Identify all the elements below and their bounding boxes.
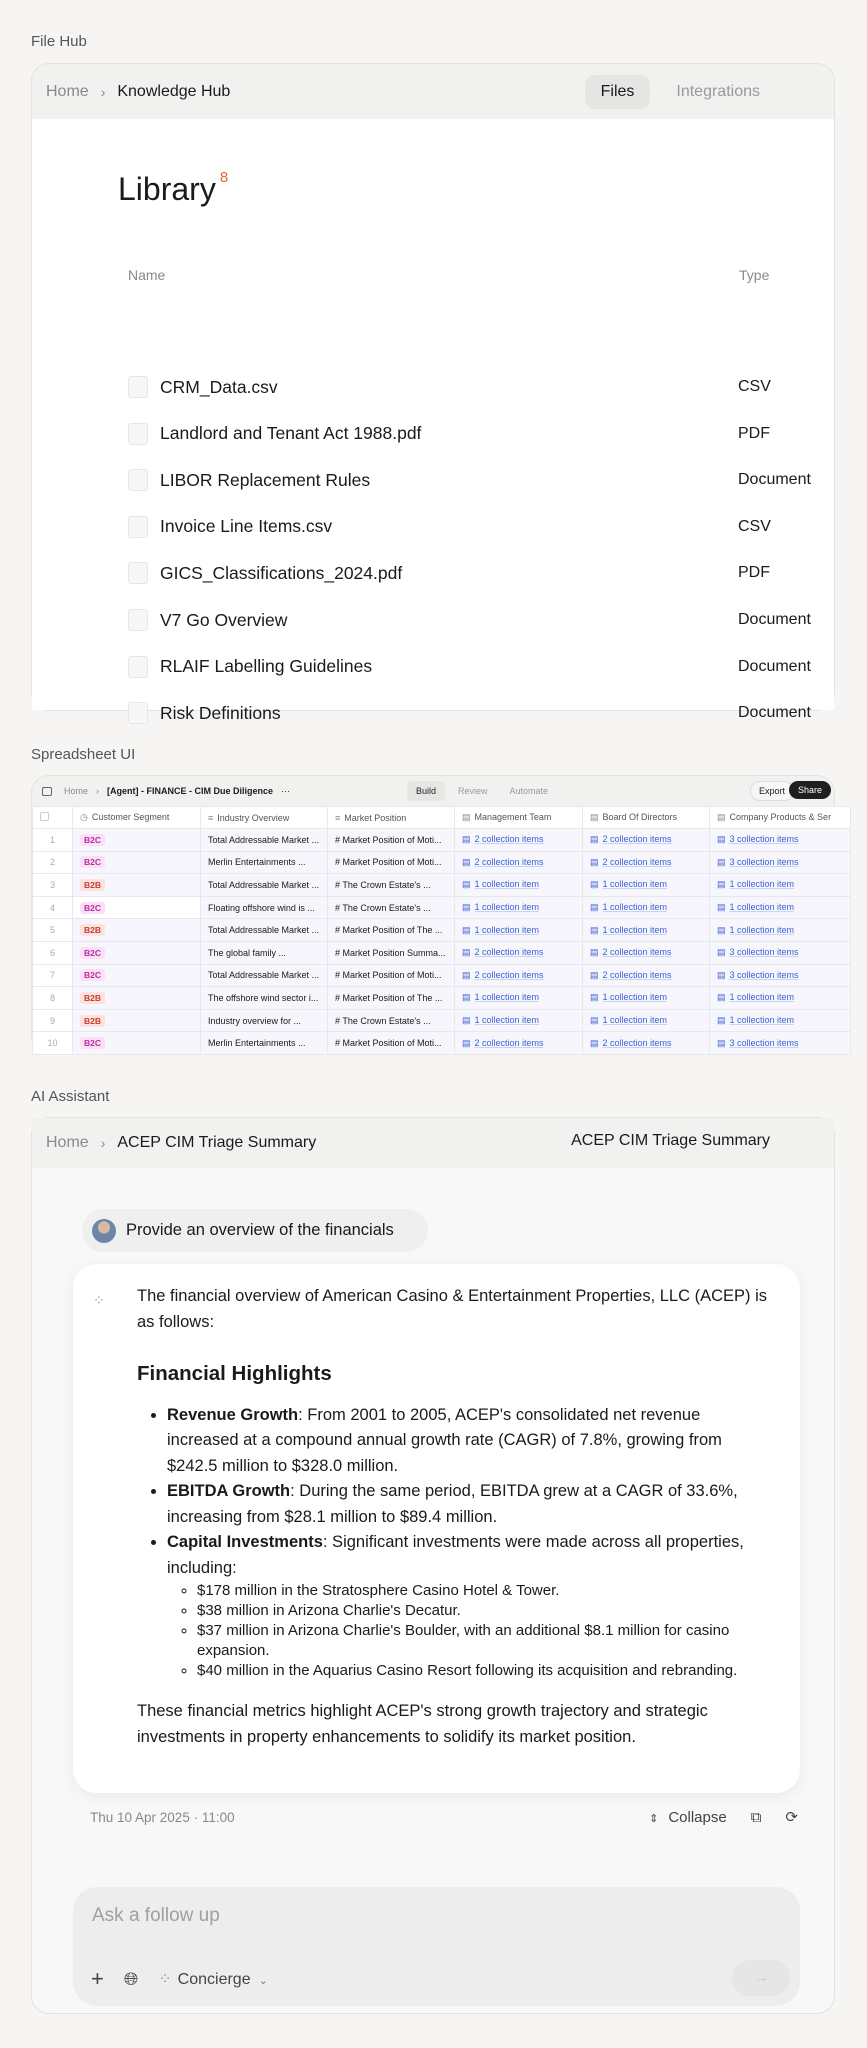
column-type-icon: ▤ (462, 812, 471, 822)
collection-cell[interactable] (455, 1032, 583, 1055)
collection-link[interactable]: 1 collection item (729, 1015, 795, 1026)
column-header-name[interactable]: Name (128, 267, 166, 283)
select-all-checkbox[interactable] (33, 807, 73, 829)
collection-link[interactable]: 1 collection item (474, 879, 540, 890)
collection-cell[interactable] (583, 919, 710, 942)
collection-link[interactable]: 1 collection item (729, 992, 795, 1003)
text-cell[interactable]: # The Crown Estate's ... (328, 874, 455, 897)
text-cell[interactable]: # The Crown Estate's ... (328, 896, 455, 919)
collection-link[interactable]: 1 collection item (602, 902, 668, 913)
collection-icon: ▤ (462, 992, 471, 1003)
file-name[interactable]: LIBOR Replacement Rules (160, 469, 371, 490)
library-title: Library (118, 171, 216, 207)
chevron-up-down-icon: ⇕ (649, 1812, 659, 1825)
collection-link[interactable]: 2 collection items (602, 947, 672, 958)
bullet-label: Revenue Growth (167, 1405, 299, 1424)
tab-integrations[interactable]: Integrations (676, 82, 760, 100)
regenerate-icon[interactable]: ⟳ (785, 1809, 798, 1826)
text-cell[interactable]: # Market Position of Moti... (328, 851, 455, 874)
collection-icon: ▤ (717, 969, 726, 980)
table-row[interactable] (33, 1009, 851, 1032)
collection-icon: ▤ (462, 856, 471, 867)
file-row[interactable] (128, 372, 834, 402)
text-cell[interactable]: The global family ... (201, 941, 328, 964)
collection-link[interactable]: 2 collection items (602, 856, 672, 867)
chevron-right-icon: › (100, 1135, 106, 1151)
table-row[interactable] (33, 1032, 851, 1055)
response-conclusion: These financial metrics highlight ACEP's strong growth trajectory and strategic investments in property enhancements to solidify its market position. (137, 1702, 708, 1746)
collection-link[interactable]: 1 collection item (729, 902, 795, 913)
text-cell[interactable]: # The Crown Estate's ... (328, 1009, 455, 1032)
plus-icon[interactable]: + (91, 1966, 104, 1991)
collection-cell[interactable] (710, 1009, 851, 1032)
user-message-text: Provide an overview of the financials (126, 1221, 394, 1239)
text-cell[interactable]: Total Addressable Market ... (201, 829, 328, 852)
bullet-item (167, 1403, 776, 1480)
collection-icon: ▤ (717, 947, 726, 958)
collection-link[interactable]: 1 collection item (602, 1015, 668, 1026)
file-type: CSV (738, 517, 771, 535)
collection-link[interactable]: 3 collection items (729, 834, 799, 845)
collection-link[interactable]: 1 collection item (729, 924, 795, 935)
sparkle-icon: ⁘ (93, 1292, 105, 1308)
file-row[interactable] (128, 698, 834, 728)
segment-tag: B2C (80, 902, 105, 914)
breadcrumb-current: Knowledge Hub (117, 82, 231, 100)
text-cell[interactable]: # Market Position Summa... (328, 941, 455, 964)
chevron-right-icon: › (100, 83, 106, 100)
collection-link[interactable]: 1 collection item (729, 879, 795, 890)
collection-cell[interactable] (710, 851, 851, 874)
column-title: Market Position (344, 812, 407, 823)
segment-tag: B2B (80, 992, 105, 1004)
breadcrumb-home[interactable]: Home (46, 1134, 89, 1151)
copy-icon[interactable]: ⧉ (750, 1808, 762, 1826)
collapse-label: Collapse (668, 1808, 727, 1826)
collection-link[interactable]: 1 collection item (602, 879, 668, 890)
collection-link[interactable]: 2 collection items (474, 1037, 544, 1048)
collection-icon: ▤ (590, 992, 599, 1003)
text-cell[interactable]: Floating offshore wind is ... (201, 896, 328, 919)
collection-icon: ▤ (590, 969, 599, 980)
collection-link[interactable]: 2 collection items (602, 834, 672, 845)
bullet-item (167, 1530, 776, 1681)
collection-icon: ▤ (717, 856, 726, 867)
agent-name: Concierge (177, 1971, 251, 1988)
bullet-text: : Significant investments were made across all properties, including: (167, 1533, 744, 1577)
collection-link[interactable]: 1 collection item (474, 1015, 540, 1026)
file-row[interactable] (128, 419, 834, 449)
file-type: Document (738, 657, 811, 675)
table-row[interactable] (33, 987, 851, 1010)
bullet-label: Capital Investments (167, 1533, 323, 1551)
collection-icon: ▤ (462, 834, 471, 845)
file-type: PDF (738, 564, 770, 582)
file-type: PDF (738, 424, 770, 442)
text-cell[interactable]: Merlin Entertainments ... (201, 1032, 328, 1055)
collection-link[interactable]: 2 collection items (474, 856, 544, 867)
conversation-title: ACEP CIM Triage Summary (571, 1132, 770, 1149)
collection-icon: ▤ (717, 992, 726, 1003)
collection-cell[interactable] (455, 829, 583, 852)
section-label: File Hub (31, 33, 87, 50)
row-number[interactable]: 1 (33, 829, 73, 852)
collection-cell[interactable] (710, 941, 851, 964)
text-cell[interactable]: Merlin Entertainments ... (201, 851, 328, 874)
collection-cell[interactable] (710, 1032, 851, 1055)
table-row[interactable] (33, 829, 851, 852)
breadcrumb-home[interactable]: Home (64, 786, 89, 796)
file-type: Document (738, 611, 811, 628)
collection-cell[interactable] (583, 829, 710, 852)
file-icon (128, 423, 148, 445)
column-header[interactable] (455, 807, 583, 829)
export-button[interactable]: Export (750, 781, 794, 801)
collection-link[interactable]: 3 collection items (729, 947, 799, 958)
collection-link[interactable]: 1 collection item (474, 902, 540, 913)
file-type: CSV (738, 378, 771, 395)
collection-icon: ▤ (717, 1015, 726, 1026)
row-number[interactable]: 6 (33, 941, 73, 964)
collection-link[interactable]: 1 collection item (474, 992, 540, 1003)
collection-link[interactable]: 2 collection items (474, 834, 544, 845)
bullet-text: : During the same period, EBITDA grew at a CAGR of 33.6%, increasing from $28.1 million to $89.4 million. (167, 1482, 738, 1526)
share-button[interactable]: Share (789, 781, 831, 799)
file-row[interactable] (128, 652, 834, 682)
row-number[interactable]: 7 (33, 964, 73, 987)
file-type: Document (738, 704, 811, 722)
collection-cell[interactable] (710, 829, 851, 852)
segment-cell[interactable] (73, 987, 201, 1010)
segment-cell[interactable] (73, 919, 201, 942)
file-name[interactable]: Risk Definitions (160, 702, 281, 723)
segment-cell[interactable] (73, 1032, 201, 1055)
column-title: Company Products & Ser (729, 812, 832, 822)
collection-cell[interactable] (583, 987, 710, 1010)
collection-cell[interactable] (455, 987, 583, 1010)
agent-selector[interactable] (158, 1969, 268, 1989)
segment-tag: B2B (80, 1015, 105, 1027)
row-number[interactable]: 5 (33, 919, 73, 942)
tab-review[interactable]: Review (458, 786, 488, 796)
row-number[interactable]: 4 (33, 896, 73, 919)
table-row[interactable] (33, 851, 851, 874)
bullet-item (167, 1479, 776, 1530)
segment-cell[interactable] (73, 874, 201, 897)
collection-cell[interactable] (455, 919, 583, 942)
follow-up-input[interactable] (73, 1887, 800, 2006)
segment-cell[interactable] (73, 829, 201, 852)
collection-cell[interactable] (710, 987, 851, 1010)
file-row[interactable] (128, 465, 834, 495)
collection-icon: ▤ (462, 1015, 471, 1026)
collection-cell[interactable] (455, 941, 583, 964)
column-title: Customer Segment (91, 812, 170, 822)
file-name[interactable]: V7 Go Overview (160, 609, 288, 630)
collection-icon: ▤ (717, 879, 726, 890)
text-cell[interactable]: # Market Position of Moti... (328, 1032, 455, 1055)
sub-bullet-item: ◦ $178 million in the Stratosphere Casino Hotel & Tower. (197, 1581, 776, 1601)
sidebar-toggle-icon[interactable] (42, 787, 52, 796)
tab-build[interactable]: Build (407, 781, 445, 801)
column-title: Management Team (474, 812, 552, 822)
tab-automate[interactable]: Automate (509, 786, 549, 796)
timestamp: Thu 10 Apr 2025 · 11:00 (90, 1809, 235, 1825)
collection-cell[interactable] (710, 874, 851, 897)
collection-link[interactable]: 1 collection item (474, 924, 540, 935)
collection-icon: ▤ (590, 902, 599, 913)
sub-bullet-item: ◦ $37 million in Arizona Charlie's Boulder, with an additional $8.1 million for casino expansion. (197, 1621, 776, 1661)
section-label: AI Assistant (31, 1088, 110, 1105)
file-row[interactable] (128, 558, 834, 588)
file-row[interactable] (128, 605, 834, 635)
collection-cell[interactable] (710, 919, 851, 942)
collection-icon: ▤ (462, 902, 471, 913)
file-name[interactable]: CRM_Data.csv (160, 376, 278, 397)
file-name[interactable]: Landlord and Tenant Act 1988.pdf (160, 423, 422, 444)
avatar (92, 1219, 116, 1243)
collection-icon: ▤ (462, 947, 471, 958)
collection-icon: ▤ (590, 856, 599, 867)
breadcrumb-current: [Agent] - FINANCE - CIM Due Diligence (107, 786, 274, 796)
segment-tag: B2C (80, 1037, 105, 1049)
header (32, 776, 834, 806)
collection-icon: ▤ (590, 834, 599, 845)
data-table (32, 806, 851, 1055)
collection-cell[interactable] (455, 874, 583, 897)
file-icon (128, 656, 148, 678)
segment-tag: B2B (80, 924, 105, 936)
chevron-right-icon: › (96, 786, 100, 796)
segment-tag: B2C (80, 947, 105, 959)
collection-cell[interactable] (710, 964, 851, 987)
text-cell[interactable]: # Market Position of The ... (328, 987, 455, 1010)
count-badge: 8 (219, 169, 229, 187)
send-button[interactable]: → (732, 1960, 790, 1996)
file-type: Document (738, 471, 811, 489)
segment-tag: B2C (80, 834, 105, 846)
collection-icon: ▤ (717, 834, 726, 845)
spreadsheet-panel (31, 775, 835, 1053)
collection-icon: ▤ (590, 947, 599, 958)
collection-cell[interactable] (583, 941, 710, 964)
ai-assistant-panel (31, 1117, 835, 2014)
collection-link[interactable]: 1 collection item (602, 992, 668, 1003)
collection-icon: ▤ (717, 924, 726, 935)
row-number[interactable]: 9 (33, 1009, 73, 1032)
collection-icon: ▤ (590, 924, 599, 935)
file-name[interactable]: Invoice Line Items.csv (160, 516, 333, 537)
collection-link[interactable]: 1 collection item (602, 924, 668, 935)
row-number[interactable]: 8 (33, 987, 73, 1010)
file-row[interactable] (128, 512, 834, 542)
text-cell[interactable]: # Market Position of Moti... (328, 829, 455, 852)
collection-link[interactable]: 2 collection items (474, 969, 544, 980)
text-cell[interactable]: Total Addressable Market ... (201, 964, 328, 987)
chevron-down-icon: ⌄ (258, 1975, 268, 1987)
column-type-icon: ≡ (335, 812, 341, 823)
column-title: Industry Overview (217, 812, 290, 823)
table-row[interactable] (33, 874, 851, 897)
file-name[interactable]: RLAIF Labelling Guidelines (160, 656, 373, 677)
collection-cell[interactable] (455, 1009, 583, 1032)
segment-tag: B2C (80, 856, 105, 868)
collection-link[interactable]: 2 collection items (602, 969, 672, 980)
file-hub-panel (31, 63, 835, 723)
text-cell[interactable]: # Market Position of Moti... (328, 964, 455, 987)
column-header-type[interactable]: Type (739, 267, 770, 283)
section-label: Spreadsheet UI (31, 746, 136, 763)
file-name[interactable]: GICS_Classifications_2024.pdf (160, 562, 403, 583)
breadcrumb-current: ACEP CIM Triage Summary (117, 1134, 317, 1151)
file-icon (128, 609, 148, 631)
collection-icon: ▤ (590, 1015, 599, 1026)
file-icon (128, 702, 148, 724)
bullet-text: : From 2001 to 2005, ACEP's consolidated net revenue increased at a compound annual growth rate (CAGR) of 7.8%, growing from $242.5 million to $328.0 million. (167, 1405, 722, 1475)
response-intro: The financial overview of American Casino & Entertainment Properties, LLC (ACEP) is as follows: (137, 1287, 768, 1331)
collection-link[interactable]: 3 collection items (729, 1037, 799, 1048)
column-type-icon: ▤ (717, 812, 726, 822)
table-row[interactable] (33, 964, 851, 987)
segment-cell[interactable] (73, 941, 201, 964)
sub-bullet-item: ◦ $38 million in Arizona Charlie's Decatur. (197, 1601, 776, 1621)
text-cell[interactable]: Total Addressable Market ... (201, 919, 328, 942)
column-type-icon: ◷ (80, 812, 88, 822)
collection-link[interactable]: 2 collection items (474, 947, 544, 958)
segment-tag: B2C (80, 969, 105, 981)
collection-cell[interactable] (710, 896, 851, 919)
collection-icon: ▤ (717, 1037, 726, 1048)
segment-cell[interactable] (73, 896, 201, 919)
column-header[interactable] (73, 807, 201, 829)
page-title (118, 171, 228, 208)
collection-cell[interactable] (583, 964, 710, 987)
collection-link[interactable]: 3 collection items (729, 969, 799, 980)
column-header[interactable] (583, 807, 710, 829)
collection-cell[interactable] (583, 874, 710, 897)
collection-icon: ▤ (590, 1037, 599, 1048)
collection-link[interactable]: 2 collection items (602, 1037, 672, 1048)
text-cell[interactable]: Industry overview for ... (201, 1009, 328, 1032)
assistant-response (73, 1264, 800, 1793)
collection-icon: ▤ (462, 1037, 471, 1048)
collection-cell[interactable] (583, 851, 710, 874)
more-icon[interactable]: ··· (281, 786, 291, 796)
sub-bullet-item: ◦ $40 million in the Aquarius Casino Resort following its acquisition and rebranding. (197, 1661, 776, 1681)
header (32, 1118, 834, 1168)
response-heading: Financial Highlights (137, 1362, 332, 1385)
collection-cell[interactable] (455, 964, 583, 987)
user-message (82, 1209, 428, 1252)
input-placeholder[interactable]: Ask a follow up (92, 1905, 220, 1926)
row-number[interactable]: 3 (33, 874, 73, 897)
collection-icon: ▤ (717, 902, 726, 913)
collection-cell[interactable] (455, 851, 583, 874)
table-row[interactable] (33, 941, 851, 964)
table-row[interactable] (33, 919, 851, 942)
segment-tag: B2B (80, 879, 105, 891)
collection-icon: ▤ (590, 879, 599, 890)
breadcrumb-home[interactable]: Home (46, 82, 89, 100)
column-header[interactable] (201, 807, 328, 829)
file-icon (128, 562, 148, 584)
column-type-icon: ▤ (590, 812, 599, 822)
segment-cell[interactable] (73, 964, 201, 987)
file-icon (128, 376, 148, 398)
row-number[interactable]: 10 (33, 1032, 73, 1055)
text-cell[interactable]: The offshore wind sector i... (201, 987, 328, 1010)
collapse-button[interactable] (649, 1809, 727, 1826)
collection-icon: ▤ (462, 924, 471, 935)
collection-link[interactable]: 3 collection items (729, 856, 799, 867)
column-header[interactable] (710, 807, 851, 829)
segment-cell[interactable] (73, 1009, 201, 1032)
bullet-label: EBITDA Growth (167, 1482, 291, 1500)
column-type-icon: ≡ (208, 812, 214, 823)
collection-icon: ▤ (462, 879, 471, 890)
segment-cell[interactable] (73, 851, 201, 874)
collection-cell[interactable] (455, 896, 583, 919)
sparkle-icon: ⁘ (158, 1971, 172, 1988)
collection-cell[interactable] (583, 1009, 710, 1032)
file-icon (128, 516, 148, 538)
collection-cell[interactable] (583, 896, 710, 919)
header (32, 64, 834, 119)
column-header[interactable] (328, 807, 455, 829)
collection-icon: ▤ (462, 969, 471, 980)
collection-cell[interactable] (583, 1032, 710, 1055)
tab-files[interactable]: Files (585, 75, 651, 109)
row-number[interactable]: 2 (33, 851, 73, 874)
text-cell[interactable]: Total Addressable Market ... (201, 874, 328, 897)
globe-icon[interactable]: 🌐︎ (123, 1968, 139, 1989)
text-cell[interactable]: # Market Position of The ... (328, 919, 455, 942)
column-title: Board Of Directors (602, 812, 678, 822)
file-icon (128, 469, 148, 491)
table-row[interactable] (33, 896, 851, 919)
